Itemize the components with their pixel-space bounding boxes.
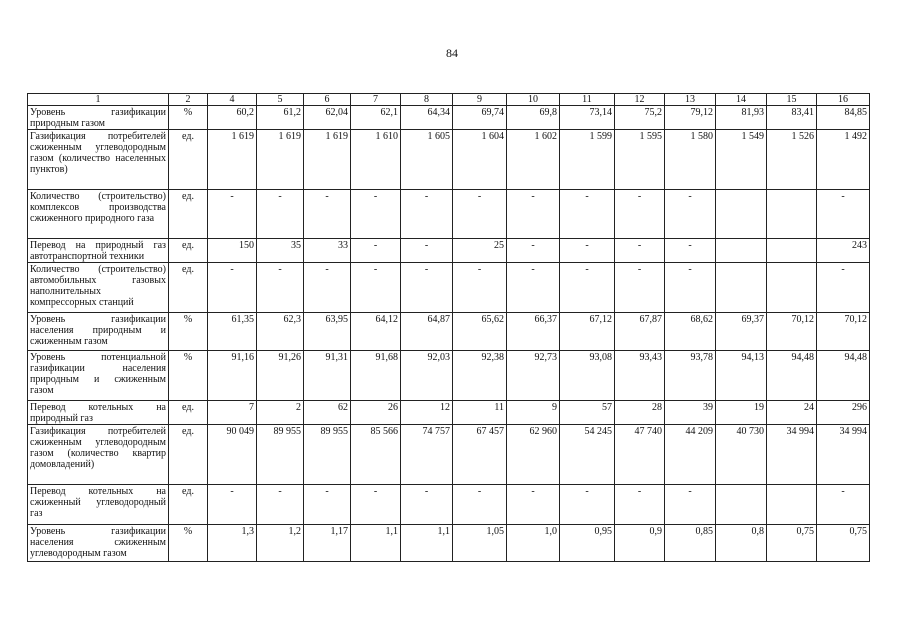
- value-cell: -: [560, 485, 615, 525]
- value-cell: -: [257, 190, 304, 239]
- value-cell: -: [817, 485, 870, 525]
- unit-cell: ед.: [169, 130, 208, 190]
- value-cell: 94,13: [716, 351, 767, 401]
- value-cell: 62,04: [304, 106, 351, 130]
- table-row: [28, 425, 870, 485]
- table-row: [28, 351, 870, 401]
- unit-cell: ед.: [169, 239, 208, 263]
- value-cell: 1 619: [208, 130, 257, 190]
- value-cell: 92,73: [507, 351, 560, 401]
- unit-cell: %: [169, 525, 208, 562]
- page-number: 84: [446, 46, 458, 60]
- value-cell: 1 549: [716, 130, 767, 190]
- value-cell: 94,48: [817, 351, 870, 401]
- value-cell: 93,08: [560, 351, 615, 401]
- value-cell: 94,48: [767, 351, 817, 401]
- value-cell: 0,75: [817, 525, 870, 562]
- value-cell: 54 245: [560, 425, 615, 485]
- value-cell: 1,2: [257, 525, 304, 562]
- column-number-5: 5: [257, 94, 304, 106]
- table-header: [28, 94, 870, 106]
- value-cell: 91,31: [304, 351, 351, 401]
- value-cell: 62,3: [257, 313, 304, 351]
- value-cell: 1 599: [560, 130, 615, 190]
- unit-cell: ед.: [169, 190, 208, 239]
- unit-cell: %: [169, 313, 208, 351]
- value-cell: 24: [767, 401, 817, 425]
- indicator-name: Количество (строительство) комплексов производства сжиженного природного газа: [28, 190, 169, 239]
- value-cell: -: [208, 485, 257, 525]
- value-cell: -: [257, 485, 304, 525]
- value-cell: 1 605: [401, 130, 453, 190]
- value-cell: 60,2: [208, 106, 257, 130]
- value-cell: -: [665, 263, 716, 313]
- value-cell: 1,3: [208, 525, 257, 562]
- column-number-1: 1: [28, 94, 169, 106]
- value-cell: 35: [257, 239, 304, 263]
- value-cell: 39: [665, 401, 716, 425]
- value-cell: 81,93: [716, 106, 767, 130]
- value-cell: -: [817, 263, 870, 313]
- value-cell: 61,35: [208, 313, 257, 351]
- value-cell: 74 757: [401, 425, 453, 485]
- indicator-name: Газификация потребителей сжиженным углеводородным газом (количество квартир домовладений): [28, 425, 169, 485]
- value-cell: 150: [208, 239, 257, 263]
- value-cell: 69,37: [716, 313, 767, 351]
- indicator-name: Перевод котельных на сжиженный углеводородный газ: [28, 485, 169, 525]
- value-cell: [767, 263, 817, 313]
- value-cell: -: [665, 190, 716, 239]
- value-cell: 1 526: [767, 130, 817, 190]
- value-cell: 79,12: [665, 106, 716, 130]
- gasification-indicators-table: [27, 93, 870, 562]
- unit-cell: ед.: [169, 425, 208, 485]
- value-cell: -: [304, 485, 351, 525]
- value-cell: -: [560, 239, 615, 263]
- value-cell: 69,74: [453, 106, 507, 130]
- value-cell: 243: [817, 239, 870, 263]
- value-cell: -: [665, 239, 716, 263]
- value-cell: 61,2: [257, 106, 304, 130]
- table-body: [28, 106, 870, 562]
- value-cell: -: [615, 263, 665, 313]
- value-cell: 1 604: [453, 130, 507, 190]
- value-cell: 12: [401, 401, 453, 425]
- unit-cell: ед.: [169, 485, 208, 525]
- value-cell: -: [560, 263, 615, 313]
- value-cell: 0,75: [767, 525, 817, 562]
- value-cell: 85 566: [351, 425, 401, 485]
- table-row: [28, 313, 870, 351]
- table-row: [28, 485, 870, 525]
- value-cell: 70,12: [767, 313, 817, 351]
- value-cell: 67,87: [615, 313, 665, 351]
- value-cell: 90 049: [208, 425, 257, 485]
- column-number-7: 7: [351, 94, 401, 106]
- value-cell: 2: [257, 401, 304, 425]
- indicator-name: Уровень газификации природным газом: [28, 106, 169, 130]
- unit-cell: ед.: [169, 401, 208, 425]
- column-number-14: 14: [716, 94, 767, 106]
- value-cell: 0,85: [665, 525, 716, 562]
- value-cell: -: [351, 239, 401, 263]
- table-row: [28, 130, 870, 190]
- value-cell: [716, 190, 767, 239]
- value-cell: 64,87: [401, 313, 453, 351]
- value-cell: 69,8: [507, 106, 560, 130]
- value-cell: -: [453, 263, 507, 313]
- table-row: [28, 106, 870, 130]
- value-cell: 64,34: [401, 106, 453, 130]
- value-cell: 75,2: [615, 106, 665, 130]
- value-cell: 62,1: [351, 106, 401, 130]
- value-cell: 92,03: [401, 351, 453, 401]
- value-cell: 19: [716, 401, 767, 425]
- value-cell: 89 955: [304, 425, 351, 485]
- value-cell: 47 740: [615, 425, 665, 485]
- value-cell: 57: [560, 401, 615, 425]
- value-cell: -: [615, 239, 665, 263]
- unit-cell: %: [169, 351, 208, 401]
- column-number-12: 12: [615, 94, 665, 106]
- value-cell: 1,0: [507, 525, 560, 562]
- value-cell: 0,95: [560, 525, 615, 562]
- value-cell: -: [401, 263, 453, 313]
- value-cell: 34 994: [767, 425, 817, 485]
- table-row: [28, 263, 870, 313]
- unit-cell: %: [169, 106, 208, 130]
- indicator-name: Перевод котельных на природный газ: [28, 401, 169, 425]
- value-cell: [716, 239, 767, 263]
- value-cell: 67 457: [453, 425, 507, 485]
- indicator-name: Уровень газификации населения природным и сжиженным газом: [28, 313, 169, 351]
- value-cell: -: [401, 485, 453, 525]
- column-number-10: 10: [507, 94, 560, 106]
- value-cell: 1,17: [304, 525, 351, 562]
- value-cell: -: [401, 239, 453, 263]
- column-number-15: 15: [767, 94, 817, 106]
- value-cell: 65,62: [453, 313, 507, 351]
- value-cell: [716, 263, 767, 313]
- value-cell: 89 955: [257, 425, 304, 485]
- value-cell: 92,38: [453, 351, 507, 401]
- value-cell: [716, 485, 767, 525]
- value-cell: 83,41: [767, 106, 817, 130]
- column-number-16: 16: [817, 94, 870, 106]
- value-cell: 1 580: [665, 130, 716, 190]
- value-cell: 62: [304, 401, 351, 425]
- indicator-name: Перевод на природный газ автотранспортной техники: [28, 239, 169, 263]
- value-cell: 0,8: [716, 525, 767, 562]
- value-cell: [767, 485, 817, 525]
- value-cell: 296: [817, 401, 870, 425]
- indicator-name: Уровень газификации населения сжиженным углеводородным газом: [28, 525, 169, 562]
- value-cell: 1 602: [507, 130, 560, 190]
- value-cell: 73,14: [560, 106, 615, 130]
- value-cell: 66,37: [507, 313, 560, 351]
- value-cell: 91,16: [208, 351, 257, 401]
- value-cell: 11: [453, 401, 507, 425]
- table-row: [28, 525, 870, 562]
- value-cell: -: [453, 190, 507, 239]
- table-row: [28, 401, 870, 425]
- value-cell: 63,95: [304, 313, 351, 351]
- indicator-name: Уровень потенциальной газификации населения природным и сжиженным газом: [28, 351, 169, 401]
- value-cell: -: [560, 190, 615, 239]
- value-cell: 64,12: [351, 313, 401, 351]
- column-number-8: 8: [401, 94, 453, 106]
- value-cell: -: [665, 485, 716, 525]
- value-cell: 33: [304, 239, 351, 263]
- value-cell: -: [257, 263, 304, 313]
- value-cell: -: [507, 190, 560, 239]
- value-cell: -: [351, 190, 401, 239]
- value-cell: -: [208, 263, 257, 313]
- table-row: [28, 190, 870, 239]
- column-number-2: 2: [169, 94, 208, 106]
- value-cell: 67,12: [560, 313, 615, 351]
- value-cell: -: [453, 485, 507, 525]
- value-cell: 91,26: [257, 351, 304, 401]
- value-cell: 1 492: [817, 130, 870, 190]
- value-cell: 93,43: [615, 351, 665, 401]
- value-cell: 28: [615, 401, 665, 425]
- value-cell: -: [304, 263, 351, 313]
- value-cell: -: [401, 190, 453, 239]
- value-cell: 62 960: [507, 425, 560, 485]
- column-number-6: 6: [304, 94, 351, 106]
- value-cell: -: [615, 190, 665, 239]
- value-cell: -: [304, 190, 351, 239]
- value-cell: 70,12: [817, 313, 870, 351]
- value-cell: -: [817, 190, 870, 239]
- value-cell: 93,78: [665, 351, 716, 401]
- column-number-11: 11: [560, 94, 615, 106]
- column-number-4: 4: [208, 94, 257, 106]
- value-cell: 1,1: [351, 525, 401, 562]
- value-cell: -: [507, 263, 560, 313]
- value-cell: 1,1: [401, 525, 453, 562]
- value-cell: 34 994: [817, 425, 870, 485]
- column-number-9: 9: [453, 94, 507, 106]
- value-cell: 1 619: [257, 130, 304, 190]
- value-cell: 25: [453, 239, 507, 263]
- table-row: [28, 239, 870, 263]
- value-cell: [767, 190, 817, 239]
- value-cell: 68,62: [665, 313, 716, 351]
- header-row: [28, 94, 870, 106]
- value-cell: -: [351, 485, 401, 525]
- value-cell: 9: [507, 401, 560, 425]
- indicator-name: Количество (строительство) автомобильных газовых наполнительных компрессорных станций: [28, 263, 169, 313]
- value-cell: -: [507, 239, 560, 263]
- value-cell: 1 619: [304, 130, 351, 190]
- value-cell: 7: [208, 401, 257, 425]
- value-cell: -: [615, 485, 665, 525]
- value-cell: 1 595: [615, 130, 665, 190]
- value-cell: 0,9: [615, 525, 665, 562]
- value-cell: 91,68: [351, 351, 401, 401]
- value-cell: 1,05: [453, 525, 507, 562]
- value-cell: 1 610: [351, 130, 401, 190]
- value-cell: 26: [351, 401, 401, 425]
- value-cell: 84,85: [817, 106, 870, 130]
- value-cell: -: [208, 190, 257, 239]
- indicator-name: Газификация потребителей сжиженным углеводородным газом (количество населенных пунктов): [28, 130, 169, 190]
- value-cell: 40 730: [716, 425, 767, 485]
- value-cell: -: [507, 485, 560, 525]
- value-cell: [767, 239, 817, 263]
- unit-cell: ед.: [169, 263, 208, 313]
- value-cell: -: [351, 263, 401, 313]
- value-cell: 44 209: [665, 425, 716, 485]
- column-number-13: 13: [665, 94, 716, 106]
